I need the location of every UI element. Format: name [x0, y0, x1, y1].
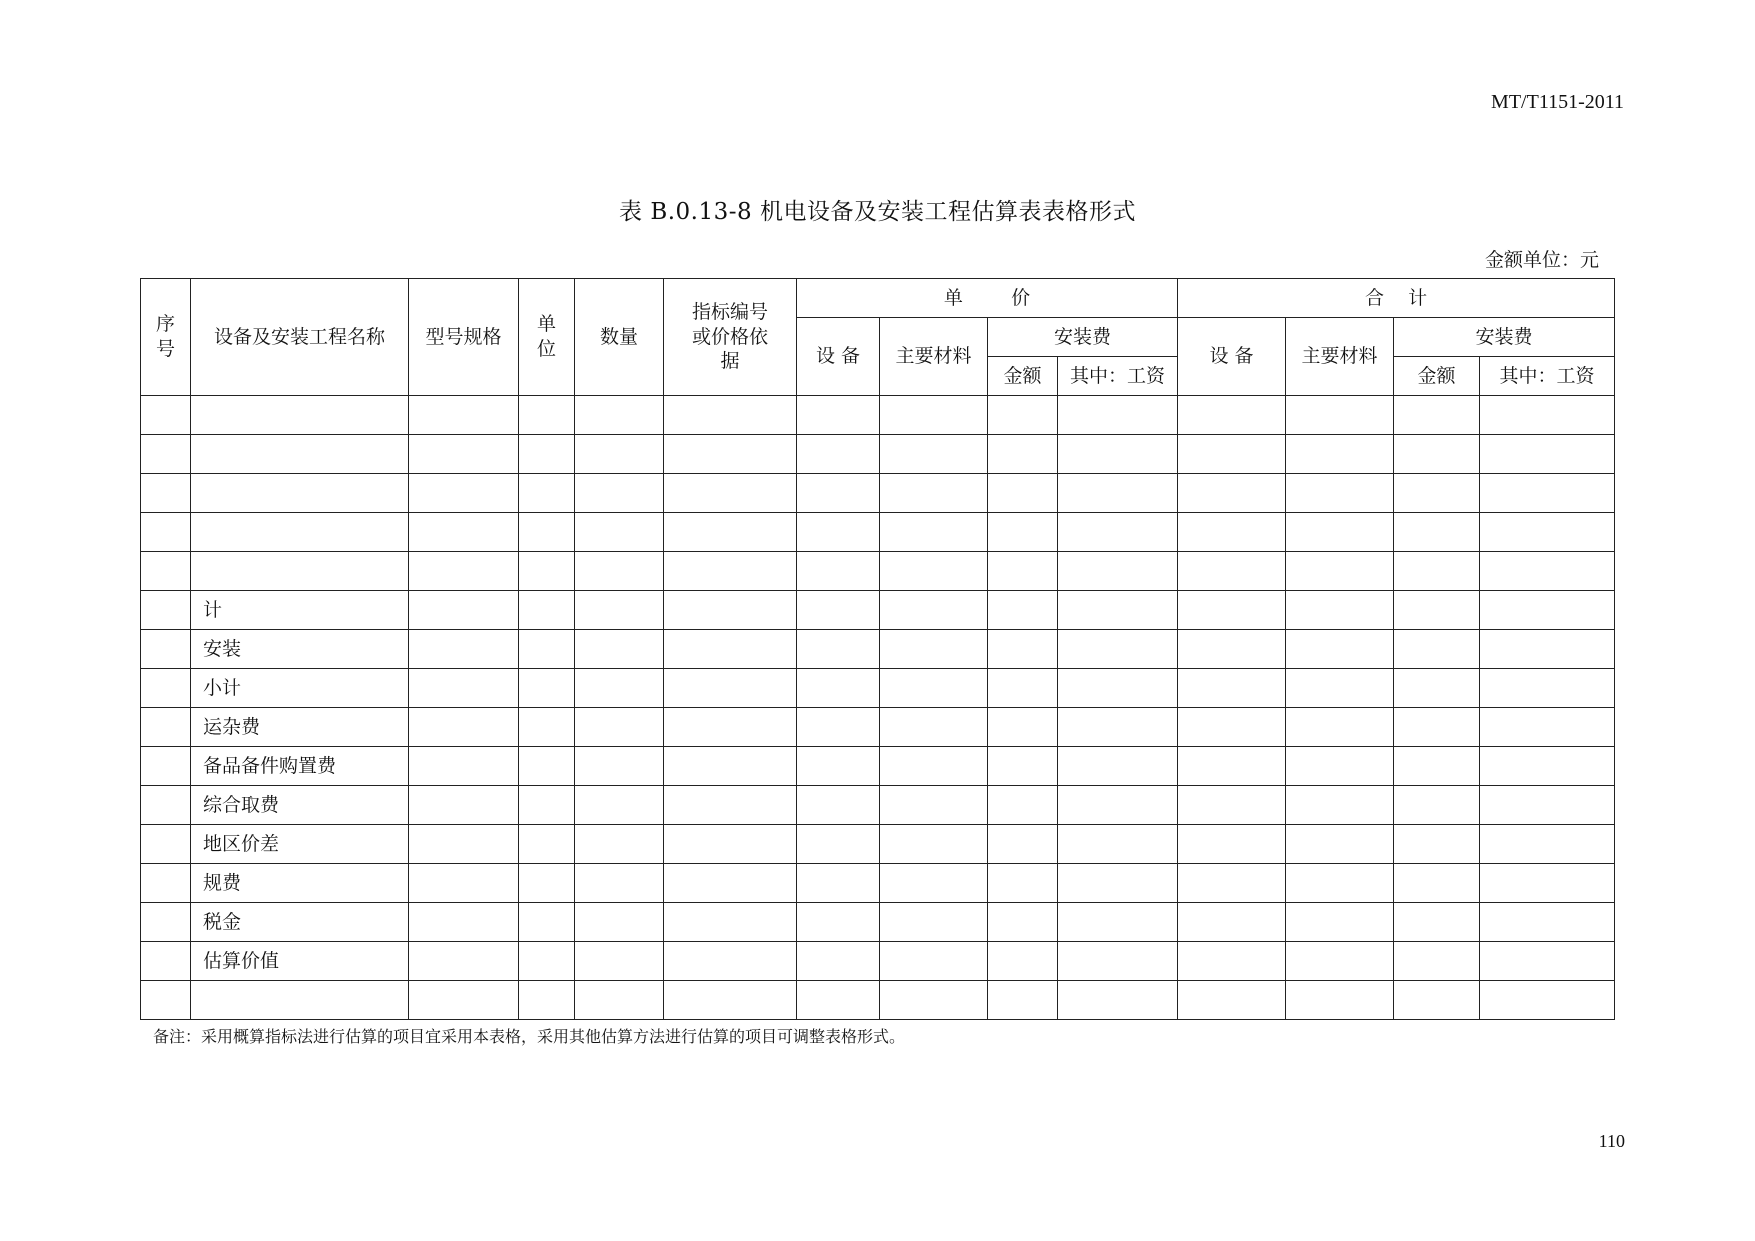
table-cell: [409, 591, 519, 630]
table-cell: [575, 630, 664, 669]
table-cell: [797, 981, 880, 1020]
table-cell: [1394, 708, 1480, 747]
table-row: [141, 747, 1615, 786]
table-cell: [409, 669, 519, 708]
table-cell: [880, 708, 988, 747]
row-name-cell: [191, 474, 409, 513]
table-cell: [797, 942, 880, 981]
table-cell: [1394, 435, 1480, 474]
table-cell: [880, 630, 988, 669]
table-cell: [1286, 825, 1394, 864]
table-cell: [575, 669, 664, 708]
table-row: [141, 435, 1615, 474]
table-cell: [1058, 630, 1178, 669]
table-cell: [409, 630, 519, 669]
table-cell: [797, 786, 880, 825]
table-cell: [409, 786, 519, 825]
table-cell: [797, 591, 880, 630]
table-cell: [141, 396, 191, 435]
table-cell: [141, 942, 191, 981]
table-cell: [1178, 825, 1286, 864]
table-cell: [519, 552, 575, 591]
table-cell: [141, 747, 191, 786]
table-cell: [575, 435, 664, 474]
table-cell: [1394, 825, 1480, 864]
table-cell: [141, 864, 191, 903]
table-cell: [141, 630, 191, 669]
row-name-cell: 小计: [191, 669, 409, 708]
table-cell: [141, 825, 191, 864]
row-name-cell: 综合取费: [191, 786, 409, 825]
table-cell: [880, 981, 988, 1020]
table-cell: [409, 552, 519, 591]
header-index: 指标编号或价格依据: [664, 279, 797, 396]
row-name-cell: 估算价值: [191, 942, 409, 981]
table-cell: [880, 513, 988, 552]
table-cell: [519, 513, 575, 552]
table-cell: [1058, 396, 1178, 435]
table-cell: [988, 942, 1058, 981]
table-cell: [409, 708, 519, 747]
table-cell: [1286, 981, 1394, 1020]
table-cell: [1480, 552, 1615, 591]
table-cell: [1286, 630, 1394, 669]
table-row: [141, 942, 1615, 981]
table-cell: [988, 786, 1058, 825]
table-row: [141, 396, 1615, 435]
table-cell: [1058, 435, 1178, 474]
table-row: [141, 669, 1615, 708]
table-cell: [519, 942, 575, 981]
row-name-cell: [191, 552, 409, 591]
table-cell: [1178, 747, 1286, 786]
table-cell: [797, 669, 880, 708]
table-cell: [880, 552, 988, 591]
table-cell: [1394, 591, 1480, 630]
table-cell: [1480, 435, 1615, 474]
table-cell: [1058, 981, 1178, 1020]
table-row: [141, 552, 1615, 591]
table-cell: [141, 981, 191, 1020]
table-cell: [1480, 591, 1615, 630]
table-row: [141, 981, 1615, 1020]
table-cell: [575, 903, 664, 942]
table-cell: [575, 942, 664, 981]
table-cell: [141, 903, 191, 942]
table-cell: [664, 591, 797, 630]
header-unit-labor: 其中：工资: [1058, 357, 1178, 396]
table-cell: [575, 981, 664, 1020]
table-cell: [409, 942, 519, 981]
table-cell: [519, 864, 575, 903]
table-cell: [664, 513, 797, 552]
table-cell: [1480, 864, 1615, 903]
table-cell: [880, 864, 988, 903]
table-cell: [880, 474, 988, 513]
table-cell: [1286, 942, 1394, 981]
table-cell: [664, 864, 797, 903]
table-cell: [880, 591, 988, 630]
table-cell: [519, 630, 575, 669]
table-cell: [141, 435, 191, 474]
table-cell: [1286, 669, 1394, 708]
header-unit: 单位: [519, 279, 575, 396]
header-model: 型号规格: [409, 279, 519, 396]
table-cell: [988, 825, 1058, 864]
table-cell: [1394, 513, 1480, 552]
table-cell: [409, 903, 519, 942]
header-name: 设备及安装工程名称: [191, 279, 409, 396]
footnote: 备注：采用概算指标法进行估算的项目宜采用本表格，采用其他估算方法进行估算的项目可调整表格形式。: [153, 1027, 906, 1046]
table-cell: [519, 591, 575, 630]
table-cell: [519, 396, 575, 435]
table-cell: [409, 513, 519, 552]
table-cell: [1394, 747, 1480, 786]
table-cell: [797, 552, 880, 591]
table-cell: [141, 474, 191, 513]
table-cell: [1178, 396, 1286, 435]
table-cell: [1058, 747, 1178, 786]
table-cell: [141, 786, 191, 825]
row-name-cell: [191, 513, 409, 552]
table-cell: [575, 474, 664, 513]
table-cell: [1178, 864, 1286, 903]
header-total-install: 安装费: [1394, 318, 1615, 357]
table-cell: [664, 786, 797, 825]
header-total-amount: 金额: [1394, 357, 1480, 396]
table-cell: [880, 669, 988, 708]
table-cell: [797, 747, 880, 786]
header-unit-install: 安装费: [988, 318, 1178, 357]
table-cell: [575, 591, 664, 630]
table-cell: [988, 513, 1058, 552]
table-row: [141, 630, 1615, 669]
table-cell: [880, 786, 988, 825]
table-cell: [664, 435, 797, 474]
table-cell: [1286, 864, 1394, 903]
table-cell: [141, 708, 191, 747]
table-cell: [1286, 786, 1394, 825]
table-cell: [575, 864, 664, 903]
table-cell: [575, 513, 664, 552]
table-cell: [1394, 396, 1480, 435]
table-cell: [988, 474, 1058, 513]
table-cell: [1480, 630, 1615, 669]
row-name-cell: 运杂费: [191, 708, 409, 747]
table-cell: [1394, 474, 1480, 513]
table-cell: [988, 981, 1058, 1020]
table-cell: [797, 513, 880, 552]
table-cell: [1394, 942, 1480, 981]
header-total-labor: 其中：工资: [1480, 357, 1615, 396]
table-cell: [1178, 552, 1286, 591]
table-cell: [1480, 396, 1615, 435]
table-cell: [1178, 591, 1286, 630]
table-cell: [1286, 396, 1394, 435]
header-unit-amount: 金额: [988, 357, 1058, 396]
table-cell: [880, 435, 988, 474]
table-cell: [1178, 708, 1286, 747]
table-cell: [1394, 669, 1480, 708]
table-cell: [664, 981, 797, 1020]
row-name-cell: 计: [191, 591, 409, 630]
table-cell: [1286, 903, 1394, 942]
table-cell: [519, 747, 575, 786]
table-cell: [1480, 513, 1615, 552]
table-cell: [575, 747, 664, 786]
table-cell: [797, 903, 880, 942]
table-cell: [141, 513, 191, 552]
table-cell: [1058, 786, 1178, 825]
table-cell: [1480, 669, 1615, 708]
table-cell: [664, 630, 797, 669]
table-cell: [1058, 825, 1178, 864]
table-cell: [797, 435, 880, 474]
table-cell: [664, 552, 797, 591]
table-cell: [1058, 669, 1178, 708]
table-cell: [1480, 786, 1615, 825]
table-cell: [1178, 513, 1286, 552]
table-cell: [575, 825, 664, 864]
table-cell: [664, 708, 797, 747]
row-name-cell: 规费: [191, 864, 409, 903]
table-cell: [575, 708, 664, 747]
table-cell: [1394, 981, 1480, 1020]
header-total: 合 计: [1178, 279, 1615, 318]
table-cell: [1480, 747, 1615, 786]
table-cell: [409, 864, 519, 903]
table-cell: [519, 669, 575, 708]
table-cell: [797, 474, 880, 513]
row-name-cell: 税金: [191, 903, 409, 942]
table-cell: [1286, 591, 1394, 630]
table-cell: [519, 981, 575, 1020]
table-cell: [797, 630, 880, 669]
row-name-cell: 地区价差: [191, 825, 409, 864]
table-cell: [1480, 903, 1615, 942]
table-cell: [1480, 825, 1615, 864]
table-cell: [1178, 786, 1286, 825]
table-row: [141, 903, 1615, 942]
row-name-cell: 安装: [191, 630, 409, 669]
table-cell: [988, 552, 1058, 591]
row-name-cell: [191, 396, 409, 435]
table-cell: [1480, 942, 1615, 981]
table-cell: [1178, 903, 1286, 942]
table-cell: [988, 903, 1058, 942]
table-cell: [1058, 942, 1178, 981]
table-cell: [409, 396, 519, 435]
table-cell: [664, 747, 797, 786]
table-cell: [409, 474, 519, 513]
table-cell: [575, 396, 664, 435]
table-cell: [575, 786, 664, 825]
table-cell: [519, 786, 575, 825]
table-cell: [1286, 552, 1394, 591]
table-cell: [797, 825, 880, 864]
table-row: [141, 591, 1615, 630]
table-cell: [664, 942, 797, 981]
header-row: [141, 279, 1615, 318]
table-cell: [519, 825, 575, 864]
table-cell: [1058, 513, 1178, 552]
table-cell: [1058, 708, 1178, 747]
table-cell: [1394, 630, 1480, 669]
header-seq: 序号: [141, 279, 191, 396]
table-cell: [1178, 630, 1286, 669]
table-cell: [1286, 747, 1394, 786]
table-cell: [880, 903, 988, 942]
table-cell: [1394, 864, 1480, 903]
table-cell: [519, 435, 575, 474]
table-cell: [988, 396, 1058, 435]
table-cell: [409, 825, 519, 864]
table-cell: [1178, 669, 1286, 708]
table-cell: [409, 435, 519, 474]
table-cell: [664, 474, 797, 513]
table-cell: [575, 552, 664, 591]
table-cell: [1178, 942, 1286, 981]
row-name-cell: 备品备件购置费: [191, 747, 409, 786]
table-cell: [664, 669, 797, 708]
header-unit-material: 主要材料: [880, 318, 988, 396]
table-cell: [1286, 474, 1394, 513]
row-name-cell: [191, 435, 409, 474]
table-row: [141, 786, 1615, 825]
table-cell: [880, 396, 988, 435]
table-cell: [1286, 435, 1394, 474]
table-cell: [988, 591, 1058, 630]
table-row: [141, 825, 1615, 864]
table-cell: [1394, 552, 1480, 591]
estimate-table: [140, 278, 1615, 1020]
table-cell: [519, 474, 575, 513]
table-row: [141, 708, 1615, 747]
table-cell: [1394, 786, 1480, 825]
table-cell: [988, 630, 1058, 669]
table-cell: [1480, 708, 1615, 747]
table-cell: [664, 903, 797, 942]
header-qty: 数量: [575, 279, 664, 396]
unit-note: 金额单位：元: [1484, 249, 1599, 271]
table-cell: [1058, 474, 1178, 513]
header-total-material: 主要材料: [1286, 318, 1394, 396]
table-cell: [1178, 474, 1286, 513]
row-name-cell: [191, 981, 409, 1020]
table-row: [141, 513, 1615, 552]
page-title: 表 B.0.13-8 机电设备及安装工程估算表表格形式: [619, 199, 1136, 225]
table-cell: [141, 591, 191, 630]
table-cell: [1394, 903, 1480, 942]
table-cell: [409, 747, 519, 786]
table-cell: [797, 864, 880, 903]
table-cell: [141, 669, 191, 708]
table-cell: [1480, 981, 1615, 1020]
table-cell: [1058, 591, 1178, 630]
header-unit-equipment: 设 备: [797, 318, 880, 396]
table-cell: [880, 942, 988, 981]
table-cell: [797, 396, 880, 435]
header-total-equipment: 设 备: [1178, 318, 1286, 396]
table-cell: [988, 864, 1058, 903]
table-cell: [1058, 864, 1178, 903]
table-cell: [1286, 513, 1394, 552]
table-cell: [141, 552, 191, 591]
table-row: [141, 864, 1615, 903]
standard-code: MT/T1151-2011: [1491, 91, 1624, 113]
table-row: [141, 474, 1615, 513]
table-cell: [409, 981, 519, 1020]
table-cell: [1286, 708, 1394, 747]
table-cell: [1058, 552, 1178, 591]
table-cell: [519, 708, 575, 747]
table-cell: [880, 747, 988, 786]
table-cell: [1058, 903, 1178, 942]
table-cell: [664, 825, 797, 864]
table-cell: [988, 708, 1058, 747]
table-cell: [988, 669, 1058, 708]
table-cell: [1480, 474, 1615, 513]
page-number: 110: [1598, 1131, 1625, 1151]
table-cell: [988, 435, 1058, 474]
table-cell: [880, 825, 988, 864]
table-cell: [1178, 435, 1286, 474]
table-cell: [1178, 981, 1286, 1020]
header-unit-price: 单 价: [797, 279, 1178, 318]
table-cell: [664, 396, 797, 435]
table-cell: [988, 747, 1058, 786]
table-cell: [797, 708, 880, 747]
table-cell: [519, 903, 575, 942]
